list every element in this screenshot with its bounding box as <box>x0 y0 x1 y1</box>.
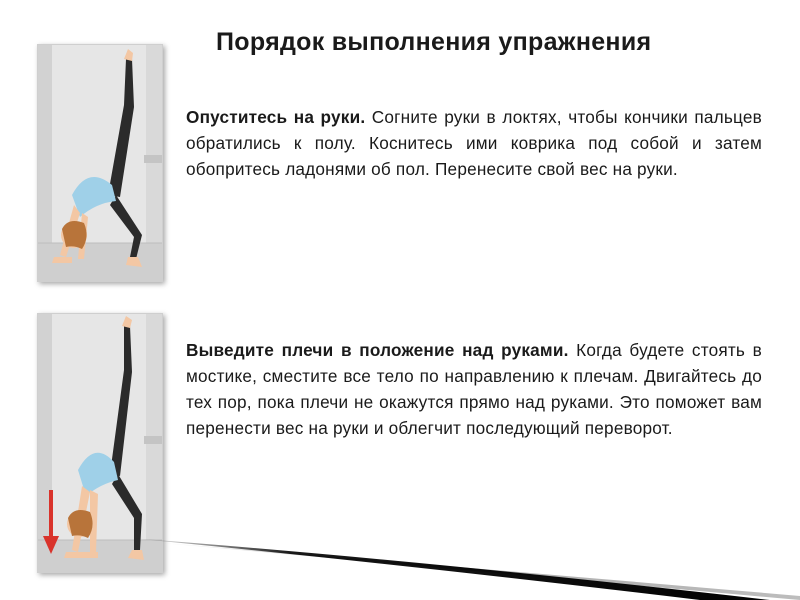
step-1-heading: Опуститесь на руки. <box>186 107 366 127</box>
gymnast-illustration-step-1 <box>37 44 163 282</box>
step-1-paragraph <box>186 104 762 182</box>
step-2-heading: Выведите плечи в положение над руками. <box>186 340 569 360</box>
step-2-paragraph <box>186 337 762 441</box>
step-1-text: Согните руки в локтях, чтобы кончики пальцев обратились к полу. Коснитесь ими коврика под собой и затем обопритесь ладонями об пол. Перенесите свой вес на руки. <box>186 107 762 179</box>
slide-title: Порядок выполнения упражнения <box>216 28 652 56</box>
step-2-text: Когда будете стоять в мостике, сместите все тело по направлению к плечам. Двигайтесь до тех пор, пока плечи не окажутся прямо над руками. Это поможет вам перенести вес на руки и облегчит последующий переворот. <box>186 340 762 438</box>
decorative-swoosh <box>0 520 800 600</box>
